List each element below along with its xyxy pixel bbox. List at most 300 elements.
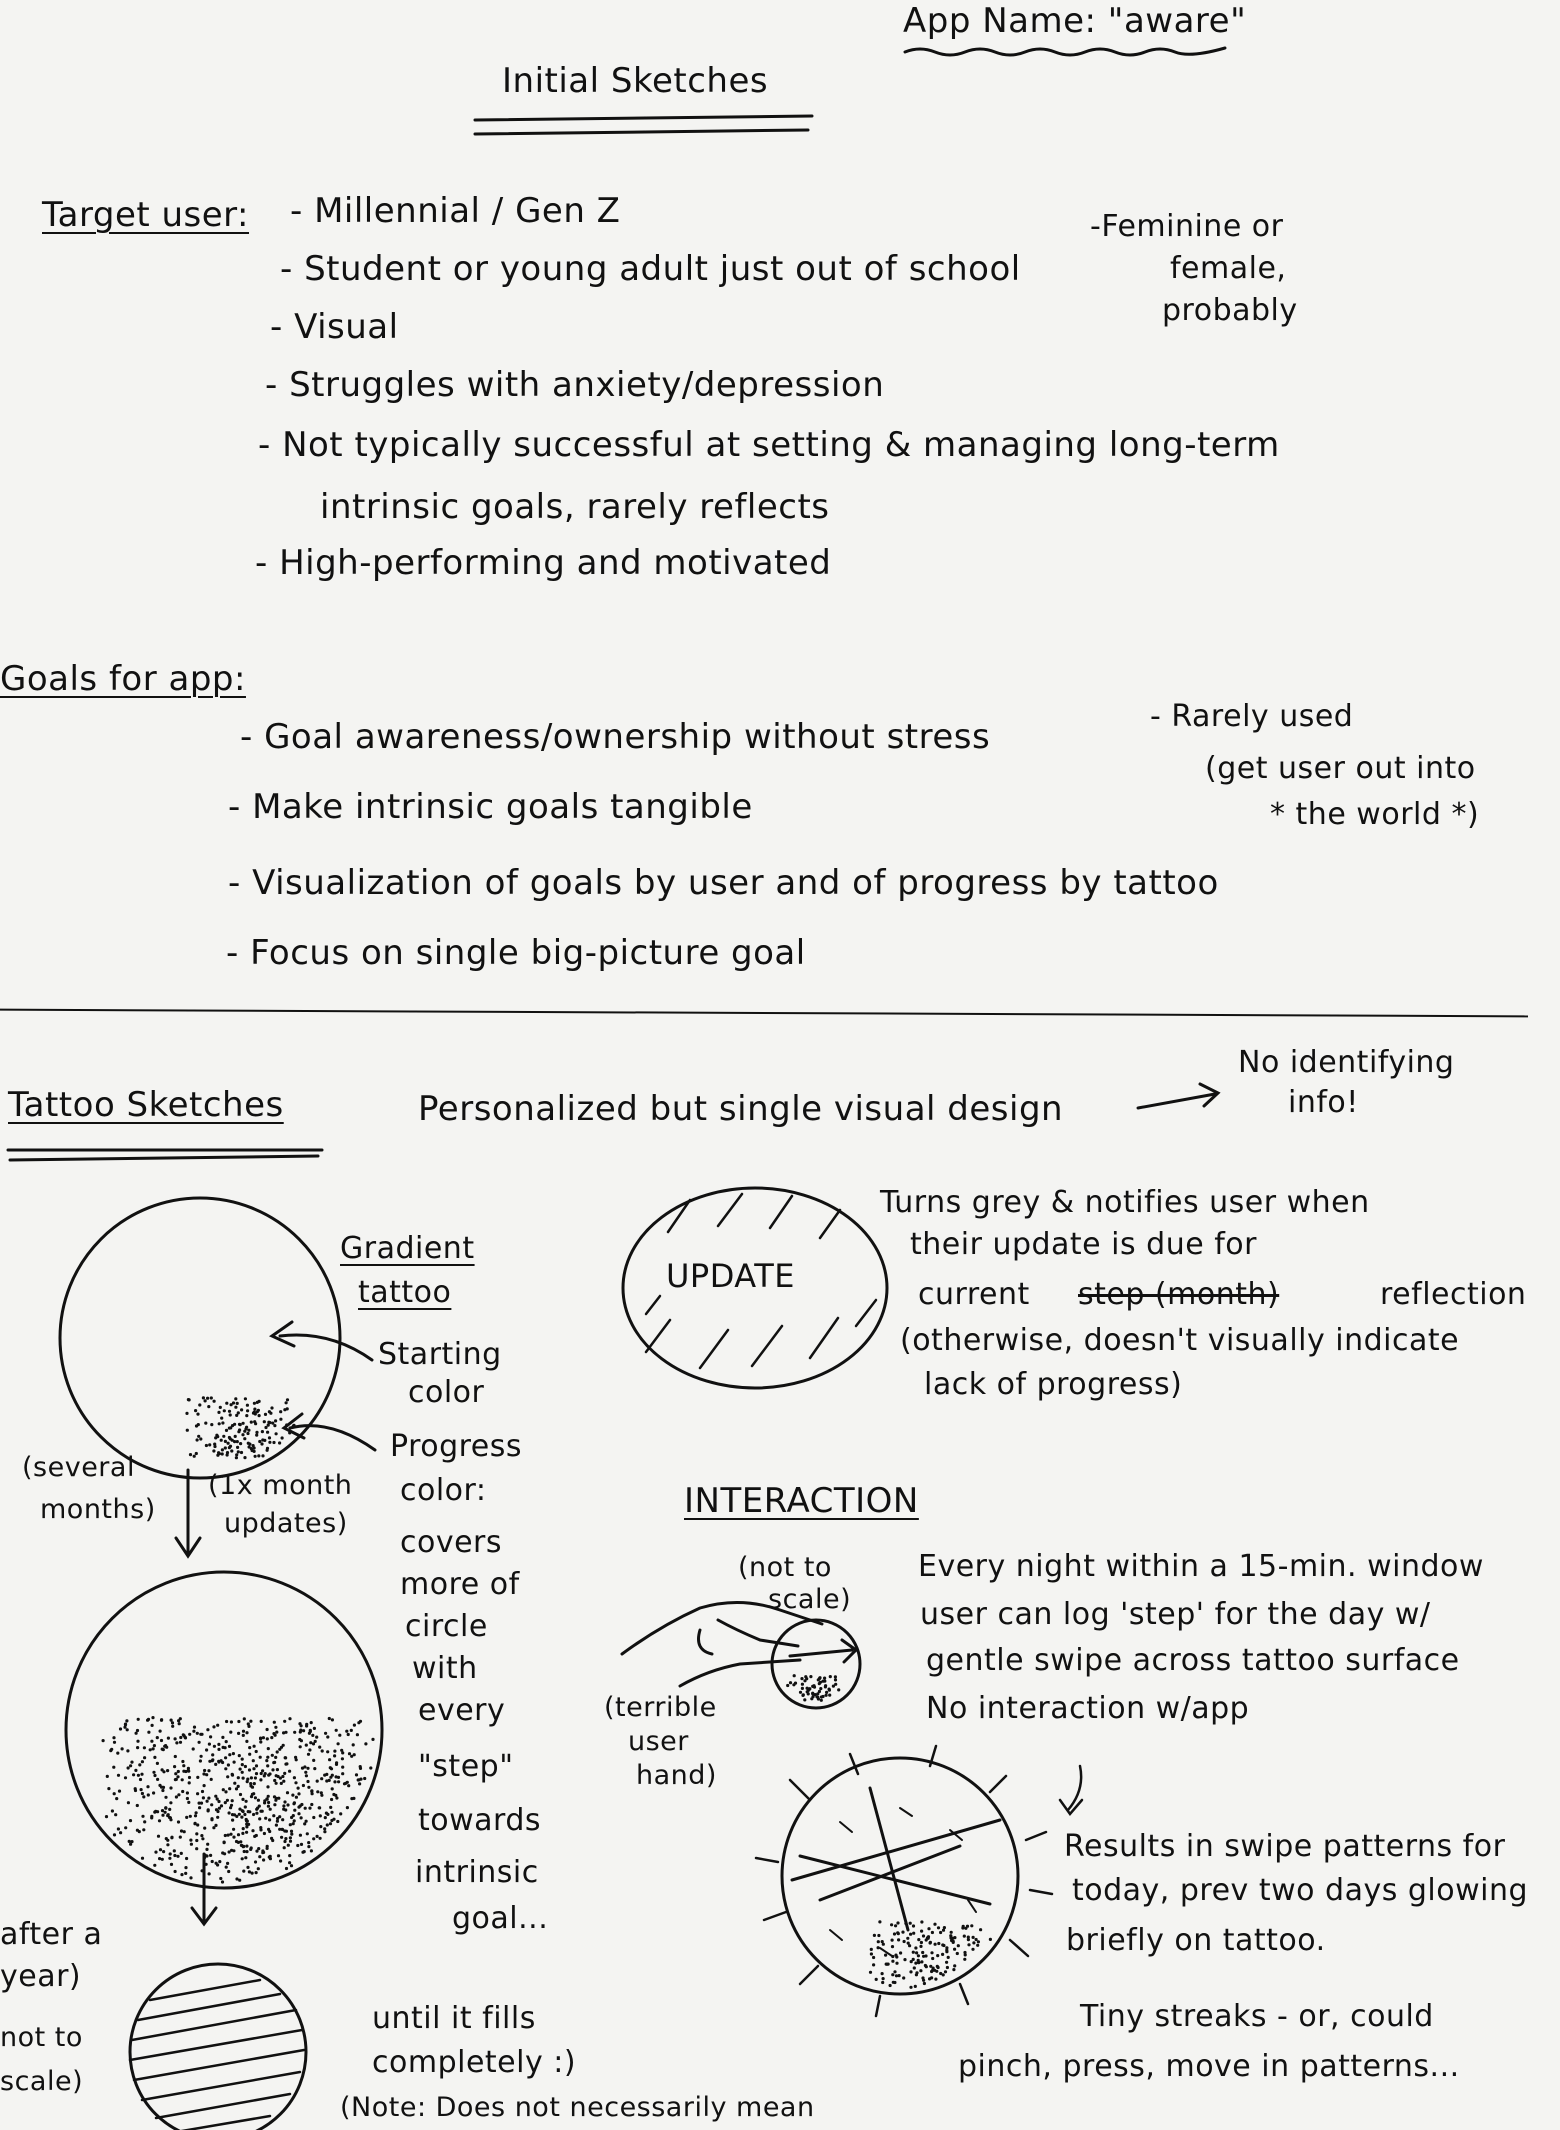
- progress-stipple-dot: [952, 1968, 955, 1971]
- progress-stipple-dot: [204, 1399, 207, 1402]
- progress-stipple-dot: [139, 1778, 142, 1781]
- progress-stipple-dot: [217, 1743, 220, 1746]
- progress-stipple-dot: [335, 1761, 338, 1764]
- progress-stipple-dot: [302, 1784, 305, 1787]
- progress-stipple-dot: [914, 1946, 917, 1949]
- progress-stipple-dot: [250, 1421, 253, 1424]
- after-year-label: not to: [0, 2022, 83, 2053]
- progress-stipple-dot: [231, 1424, 234, 1427]
- progress-stipple-dot: [268, 1818, 271, 1821]
- progress-stipple-dot: [195, 1847, 198, 1850]
- progress-stipple-dot: [198, 1403, 201, 1406]
- progress-stipple-dot: [248, 1746, 251, 1749]
- progress-stipple-dot: [243, 1850, 246, 1853]
- progress-stipple-dot: [193, 1726, 196, 1729]
- progress-stipple-dot: [235, 1877, 238, 1880]
- progress-stipple-dot: [293, 1776, 296, 1779]
- progress-stipple-dot: [219, 1877, 222, 1880]
- progress-stipple-dot: [235, 1414, 238, 1417]
- progress-stipple-dot: [979, 1928, 982, 1931]
- results-description: today, prev two days glowing: [1072, 1873, 1529, 1908]
- progress-stipple-dot: [268, 1856, 271, 1859]
- progress-stipple-dot: [187, 1767, 190, 1770]
- progress-stipple-dot: [803, 1679, 806, 1682]
- progress-stipple-dot: [268, 1441, 271, 1444]
- progress-stipple-dot: [277, 1854, 280, 1857]
- progress-stipple-dot: [872, 1963, 875, 1966]
- progress-stipple-dot: [218, 1422, 221, 1425]
- progress-stipple-dot: [355, 1773, 358, 1776]
- target-user-side-note: probably: [1162, 293, 1298, 328]
- progress-stipple-dot: [314, 1740, 317, 1743]
- progress-stipple-dot: [184, 1872, 187, 1875]
- progress-stipple-dot: [253, 1745, 256, 1748]
- progress-stipple-dot: [206, 1800, 209, 1803]
- progress-stipple-dot: [232, 1828, 235, 1831]
- progress-stipple-dot: [174, 1772, 177, 1775]
- progress-stipple-dot: [196, 1413, 199, 1416]
- progress-stipple-dot: [285, 1867, 288, 1870]
- update-description: reflection: [1380, 1277, 1527, 1312]
- progress-stipple-dot: [201, 1790, 204, 1793]
- progress-stipple-dot: [138, 1763, 141, 1766]
- results-description: Results in swipe patterns for: [1064, 1829, 1506, 1864]
- progress-stipple-dot: [124, 1723, 127, 1726]
- target-user-side-note: female,: [1170, 251, 1287, 286]
- progress-stipple-dot: [195, 1811, 198, 1814]
- progress-stipple-dot: [245, 1414, 248, 1417]
- progress-stipple-dot: [319, 1825, 322, 1828]
- progress-stipple-dot: [335, 1775, 338, 1778]
- progress-stipple-dot: [251, 1449, 254, 1452]
- progress-color-label: more of: [400, 1567, 520, 1602]
- progress-stipple-dot: [216, 1724, 219, 1727]
- progress-stipple-dot: [189, 1815, 192, 1818]
- progress-stipple-dot: [241, 1798, 244, 1801]
- progress-stipple-dot: [895, 1962, 898, 1965]
- progress-stipple-dot: [794, 1682, 797, 1685]
- progress-stipple-dot: [229, 1833, 232, 1836]
- progress-stipple-dot: [821, 1680, 824, 1683]
- monthly-updates-label: updates): [224, 1508, 348, 1539]
- progress-stipple-dot: [254, 1422, 257, 1425]
- progress-stipple-dot: [166, 1769, 169, 1772]
- progress-stipple-dot: [923, 1982, 926, 1985]
- progress-stipple-dot: [304, 1771, 307, 1774]
- progress-stipple-dot: [114, 1813, 117, 1816]
- progress-stipple-dot: [176, 1855, 179, 1858]
- progress-stipple-dot: [230, 1720, 233, 1723]
- progress-stipple-dot: [249, 1782, 252, 1785]
- progress-stipple-dot: [225, 1720, 228, 1723]
- progress-stipple-dot: [228, 1427, 231, 1430]
- progress-stipple-dot: [801, 1687, 804, 1690]
- progress-stipple-dot: [283, 1846, 286, 1849]
- monthly-updates-label: (1x month: [208, 1470, 353, 1501]
- progress-stipple-dot: [917, 1938, 920, 1941]
- progress-stipple-dot: [804, 1675, 807, 1678]
- progress-stipple-dot: [334, 1794, 337, 1797]
- progress-stipple-dot: [132, 1773, 135, 1776]
- progress-stipple-dot: [255, 1431, 258, 1434]
- progress-stipple-dot: [363, 1777, 366, 1780]
- progress-stipple-dot: [268, 1830, 271, 1833]
- progress-stipple-dot: [267, 1805, 270, 1808]
- progress-stipple-dot: [255, 1750, 258, 1753]
- progress-color-label: intrinsic: [415, 1855, 539, 1890]
- progress-stipple-dot: [253, 1411, 256, 1414]
- progress-stipple-dot: [261, 1454, 264, 1457]
- progress-stipple-dot: [259, 1737, 262, 1740]
- progress-stipple-dot: [325, 1779, 328, 1782]
- progress-stipple-dot: [173, 1849, 176, 1852]
- progress-stipple-dot: [158, 1819, 161, 1822]
- progress-stipple-dot: [255, 1434, 258, 1437]
- progress-stipple-dot: [246, 1820, 249, 1823]
- progress-stipple-dot: [352, 1743, 355, 1746]
- progress-stipple-dot: [212, 1725, 215, 1728]
- progress-stipple-dot: [933, 1923, 936, 1926]
- progress-stipple-dot: [124, 1826, 127, 1829]
- progress-stipple-dot: [891, 1955, 894, 1958]
- progress-stipple-dot: [971, 1948, 974, 1951]
- after-year-label: scale): [0, 2066, 84, 2097]
- progress-stipple-dot: [253, 1402, 256, 1405]
- progress-stipple-dot: [297, 1812, 300, 1815]
- progress-stipple-dot: [302, 1729, 305, 1732]
- progress-stipple-dot: [261, 1769, 264, 1772]
- progress-stipple-dot: [328, 1717, 331, 1720]
- progress-stipple-dot: [220, 1417, 223, 1420]
- progress-stipple-dot: [257, 1867, 260, 1870]
- progress-stipple-dot: [254, 1776, 257, 1779]
- progress-stipple-dot: [297, 1792, 300, 1795]
- not-to-scale-label: scale): [768, 1584, 852, 1615]
- progress-stipple-dot: [925, 1965, 928, 1968]
- progress-stipple-dot: [929, 1965, 932, 1968]
- progress-stipple-dot: [193, 1822, 196, 1825]
- progress-stipple-dot: [181, 1760, 184, 1763]
- progress-stipple-dot: [299, 1730, 302, 1733]
- progress-stipple-dot: [266, 1431, 269, 1434]
- progress-stipple-dot: [246, 1404, 249, 1407]
- progress-stipple-dot: [252, 1813, 255, 1816]
- progress-stipple-dot: [170, 1719, 173, 1722]
- progress-stipple-dot: [333, 1750, 336, 1753]
- progress-stipple-dot: [282, 1804, 285, 1807]
- starting-color-label: Starting: [378, 1337, 502, 1372]
- progress-stipple-dot: [267, 1801, 270, 1804]
- progress-stipple-dot: [245, 1800, 248, 1803]
- progress-stipple-dot: [339, 1812, 342, 1815]
- progress-stipple-dot: [371, 1738, 374, 1741]
- progress-stipple-dot: [209, 1854, 212, 1857]
- progress-stipple-dot: [125, 1719, 128, 1722]
- progress-stipple-dot: [283, 1772, 286, 1775]
- progress-stipple-dot: [252, 1767, 255, 1770]
- progress-stipple-dot: [937, 1966, 940, 1969]
- progress-stipple-dot: [884, 1954, 887, 1957]
- progress-stipple-dot: [279, 1410, 282, 1413]
- progress-stipple-dot: [909, 1986, 912, 1989]
- progress-stipple-dot: [234, 1397, 237, 1400]
- progress-stipple-dot: [109, 1749, 112, 1752]
- progress-stipple-dot: [127, 1801, 130, 1804]
- progress-stipple-dot: [313, 1767, 316, 1770]
- progress-stipple-dot: [275, 1432, 278, 1435]
- progress-color-label: with: [412, 1651, 478, 1686]
- progress-stipple-dot: [882, 1943, 885, 1946]
- several-months-label: (several: [22, 1452, 135, 1483]
- progress-stipple-dot: [319, 1837, 322, 1840]
- progress-stipple-dot: [869, 1971, 872, 1974]
- progress-stipple-dot: [210, 1778, 213, 1781]
- progress-stipple-dot: [161, 1814, 164, 1817]
- progress-stipple-dot: [273, 1803, 276, 1806]
- progress-stipple-dot: [146, 1785, 149, 1788]
- progress-stipple-dot: [153, 1756, 156, 1759]
- goals-side-note: - Rarely used: [1150, 699, 1354, 734]
- progress-stipple-dot: [350, 1755, 353, 1758]
- progress-stipple-dot: [270, 1406, 273, 1409]
- progress-stipple-dot: [896, 1921, 899, 1924]
- progress-stipple-dot: [238, 1754, 241, 1757]
- progress-stipple-dot: [218, 1807, 221, 1810]
- progress-stipple-dot: [193, 1455, 196, 1458]
- progress-stipple-dot: [972, 1936, 975, 1939]
- progress-stipple-dot: [967, 1943, 970, 1946]
- progress-stipple-dot: [177, 1820, 180, 1823]
- progress-stipple-dot: [264, 1817, 267, 1820]
- terrible-hand-label: user: [628, 1726, 689, 1757]
- progress-stipple-dot: [310, 1849, 313, 1852]
- progress-stipple-dot: [237, 1833, 240, 1836]
- progress-stipple-dot: [152, 1747, 155, 1750]
- progress-stipple-dot: [245, 1731, 248, 1734]
- progress-stipple-dot: [266, 1737, 269, 1740]
- progress-stipple-dot: [269, 1808, 272, 1811]
- progress-stipple-dot: [142, 1828, 145, 1831]
- progress-stipple-dot: [829, 1675, 832, 1678]
- progress-stipple-dot: [307, 1845, 310, 1848]
- progress-stipple-dot: [240, 1816, 243, 1819]
- progress-stipple-dot: [891, 1973, 894, 1976]
- progress-stipple-dot: [298, 1738, 301, 1741]
- progress-stipple-dot: [330, 1819, 333, 1822]
- progress-stipple-dot: [162, 1850, 165, 1853]
- progress-stipple-dot: [318, 1806, 321, 1809]
- progress-stipple-dot: [315, 1736, 318, 1739]
- progress-stipple-dot: [228, 1446, 231, 1449]
- progress-stipple-dot: [904, 1922, 907, 1925]
- progress-stipple-dot: [252, 1759, 255, 1762]
- progress-stipple-dot: [268, 1410, 271, 1413]
- progress-stipple-dot: [931, 1957, 934, 1960]
- progress-stipple-dot: [266, 1764, 269, 1767]
- progress-stipple-dot: [291, 1794, 294, 1797]
- progress-stipple-dot: [175, 1741, 178, 1744]
- progress-stipple-dot: [225, 1402, 228, 1405]
- progress-stipple-dot: [962, 1925, 965, 1928]
- progress-stipple-dot: [326, 1735, 329, 1738]
- progress-stipple-dot: [221, 1452, 224, 1455]
- several-months-label: months): [40, 1494, 156, 1525]
- progress-stipple-dot: [185, 1857, 188, 1860]
- progress-stipple-dot: [207, 1808, 210, 1811]
- progress-stipple-dot: [877, 1940, 880, 1943]
- progress-stipple-dot: [179, 1741, 182, 1744]
- progress-stipple-dot: [939, 1931, 942, 1934]
- progress-stipple-dot: [118, 1790, 121, 1793]
- progress-stipple-dot: [231, 1799, 234, 1802]
- progress-stipple-dot: [274, 1726, 277, 1729]
- progress-stipple-dot: [156, 1736, 159, 1739]
- progress-stipple-dot: [129, 1843, 132, 1846]
- progress-stipple-dot: [248, 1753, 251, 1756]
- progress-stipple-dot: [111, 1809, 114, 1812]
- progress-stipple-dot: [300, 1816, 303, 1819]
- progress-stipple-dot: [316, 1790, 319, 1793]
- progress-stipple-dot: [140, 1788, 143, 1791]
- progress-stipple-dot: [238, 1428, 241, 1431]
- progress-stipple-dot: [930, 1970, 933, 1973]
- progress-stipple-dot: [226, 1451, 229, 1454]
- progress-stipple-dot: [220, 1439, 223, 1442]
- progress-stipple-dot: [165, 1837, 168, 1840]
- progress-stipple-dot: [909, 1970, 912, 1973]
- progress-stipple-dot: [226, 1862, 229, 1865]
- progress-stipple-dot: [834, 1678, 837, 1681]
- progress-stipple-dot: [228, 1436, 231, 1439]
- progress-stipple-dot: [270, 1837, 273, 1840]
- progress-stipple-dot: [237, 1732, 240, 1735]
- progress-stipple-dot: [201, 1869, 204, 1872]
- progress-stipple-dot: [930, 1976, 933, 1979]
- progress-stipple-dot: [946, 1966, 949, 1969]
- results-description: briefly on tattoo.: [1066, 1923, 1326, 1958]
- progress-stipple-dot: [274, 1734, 277, 1737]
- progress-stipple-dot: [262, 1736, 265, 1739]
- progress-stipple-dot: [243, 1437, 246, 1440]
- progress-stipple-dot: [255, 1834, 258, 1837]
- progress-stipple-dot: [228, 1753, 231, 1756]
- progress-stipple-dot: [251, 1829, 254, 1832]
- target-user-item: - Student or young adult just out of school: [280, 249, 1021, 289]
- progress-stipple-dot: [202, 1796, 205, 1799]
- progress-stipple-dot: [306, 1767, 309, 1770]
- progress-stipple-dot: [173, 1854, 176, 1857]
- progress-color-label: "step": [418, 1749, 514, 1784]
- progress-stipple-dot: [912, 1932, 915, 1935]
- progress-stipple-dot: [281, 1818, 284, 1821]
- progress-stipple-dot: [295, 1796, 298, 1799]
- progress-stipple-dot: [895, 1974, 898, 1977]
- progress-stipple-dot: [341, 1757, 344, 1760]
- update-description: Turns grey & notifies user when: [880, 1185, 1370, 1220]
- progress-stipple-dot: [359, 1765, 362, 1768]
- progress-stipple-dot: [286, 1803, 289, 1806]
- progress-stipple-dot: [207, 1797, 210, 1800]
- progress-stipple-dot: [924, 1954, 927, 1957]
- progress-stipple-dot: [247, 1429, 250, 1432]
- progress-stipple-dot: [164, 1806, 167, 1809]
- progress-stipple-dot: [801, 1683, 804, 1686]
- progress-stipple-dot: [917, 1961, 920, 1964]
- progress-stipple-dot: [299, 1834, 302, 1837]
- progress-stipple-dot: [261, 1430, 264, 1433]
- progress-stipple-dot: [235, 1456, 238, 1459]
- progress-stipple-dot: [251, 1872, 254, 1875]
- progress-stipple-dot: [117, 1774, 120, 1777]
- progress-stipple-dot: [893, 1970, 896, 1973]
- progress-stipple-dot: [195, 1424, 198, 1427]
- progress-stipple-dot: [306, 1780, 309, 1783]
- progress-stipple-dot: [347, 1733, 350, 1736]
- progress-stipple-dot: [181, 1778, 184, 1781]
- progress-stipple-dot: [224, 1767, 227, 1770]
- progress-stipple-dot: [239, 1793, 242, 1796]
- progress-stipple-dot: [211, 1753, 214, 1756]
- progress-stipple-dot: [346, 1806, 349, 1809]
- progress-stipple-dot: [837, 1688, 840, 1691]
- progress-stipple-dot: [213, 1745, 216, 1748]
- progress-stipple-dot: [113, 1833, 116, 1836]
- progress-stipple-dot: [967, 1936, 970, 1939]
- progress-stipple-dot: [181, 1790, 184, 1793]
- progress-stipple-dot: [338, 1734, 341, 1737]
- progress-stipple-dot: [893, 1981, 896, 1984]
- progress-stipple-dot: [824, 1684, 827, 1687]
- progress-stipple-dot: [301, 1851, 304, 1854]
- progress-stipple-dot: [341, 1766, 344, 1769]
- progress-stipple-dot: [922, 1934, 925, 1937]
- progress-stipple-dot: [828, 1694, 831, 1697]
- progress-color-label: circle: [405, 1609, 488, 1644]
- progress-stipple-dot: [976, 1944, 979, 1947]
- progress-stipple-dot: [177, 1770, 180, 1773]
- progress-stipple-dot: [169, 1801, 172, 1804]
- progress-stipple-dot: [230, 1849, 233, 1852]
- progress-stipple-dot: [815, 1695, 818, 1698]
- progress-stipple-dot: [934, 1943, 937, 1946]
- progress-stipple-dot: [163, 1745, 166, 1748]
- progress-stipple-dot: [174, 1755, 177, 1758]
- progress-stipple-dot: [205, 1863, 208, 1866]
- update-description: their update is due for: [910, 1227, 1257, 1262]
- progress-stipple-dot: [357, 1778, 360, 1781]
- progress-stipple-dot: [239, 1768, 242, 1771]
- progress-stipple-dot: [310, 1803, 313, 1806]
- progress-stipple-dot: [257, 1454, 260, 1457]
- progress-stipple-dot: [224, 1834, 227, 1837]
- progress-stipple-dot: [937, 1926, 940, 1929]
- progress-stipple-dot: [222, 1788, 225, 1791]
- progress-stipple-dot: [279, 1418, 282, 1421]
- progress-stipple-dot: [292, 1822, 295, 1825]
- progress-stipple-dot: [268, 1436, 271, 1439]
- progress-stipple-dot: [251, 1793, 254, 1796]
- progress-stipple-dot: [308, 1748, 311, 1751]
- progress-stipple-dot: [280, 1782, 283, 1785]
- progress-stipple-dot: [920, 1941, 923, 1944]
- progress-stipple-dot: [208, 1760, 211, 1763]
- progress-stipple-dot: [284, 1808, 287, 1811]
- progress-stipple-dot: [225, 1740, 228, 1743]
- progress-stipple-dot: [240, 1451, 243, 1454]
- progress-stipple-dot: [198, 1741, 201, 1744]
- progress-stipple-dot: [228, 1787, 231, 1790]
- progress-stipple-dot: [136, 1729, 139, 1732]
